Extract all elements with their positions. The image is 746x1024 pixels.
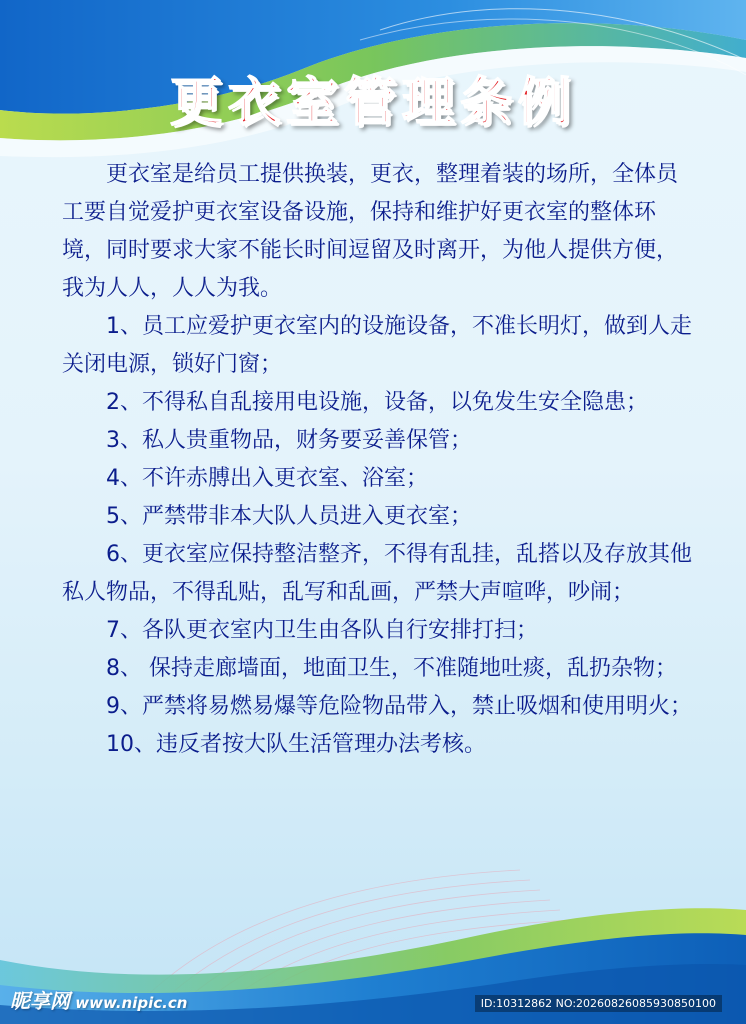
rule-item: 7、各队更衣室内卫生由各队自行安排打扫； [106, 618, 538, 643]
watermark-brand: 昵享网 [10, 989, 70, 1013]
image-id-watermark: ID:10312862 NO:20260826085930850100 [475, 995, 722, 1012]
rule-item: 2、不得私自乱接用电设施，设备，以免发生安全隐患； [106, 390, 648, 415]
page-title: 更衣室管理条例 [169, 73, 576, 133]
rule-item: 6、更衣室应保持整洁整齐，不得有乱挂，乱搭以及存放其他私人物品，不得乱贴，乱写和乱画，严禁大声喧哗，吵闹； [62, 542, 692, 605]
rule-item: 3、私人贵重物品，财务要妥善保管； [106, 428, 472, 453]
site-watermark [10, 985, 187, 1014]
rule-item: 9、严禁将易燃易爆等危险物品带入，禁止吸烟和使用明火； [106, 694, 692, 719]
rule-item: 4、不许赤膊出入更衣室、浴室； [106, 466, 428, 491]
intro-paragraph: 更衣室是给员工提供换装，更衣，整理着装的场所，全体员工要自觉爱护更衣室设备设施，保持和维护好更衣室的整体环境，同时要求大家不能长时间逗留及时离开，为他人提供方便，我为人人，人人为我。 [62, 162, 679, 301]
rule-item: 8、 保持走廊墙面，地面卫生，不准随地吐痰，乱扔杂物； [106, 656, 677, 681]
rule-item: 10、违反者按大队生活管理办法考核。 [106, 732, 486, 757]
rule-item: 5、严禁带非本大队人员进入更衣室； [106, 504, 472, 529]
rule-item: 1、员工应爱护更衣室内的设施设备，不准长明灯，做到人走关闭电源，锁好门窗； [62, 314, 692, 377]
watermark-url: www.nipic.cn [75, 994, 188, 1012]
regulation-body [62, 156, 692, 764]
